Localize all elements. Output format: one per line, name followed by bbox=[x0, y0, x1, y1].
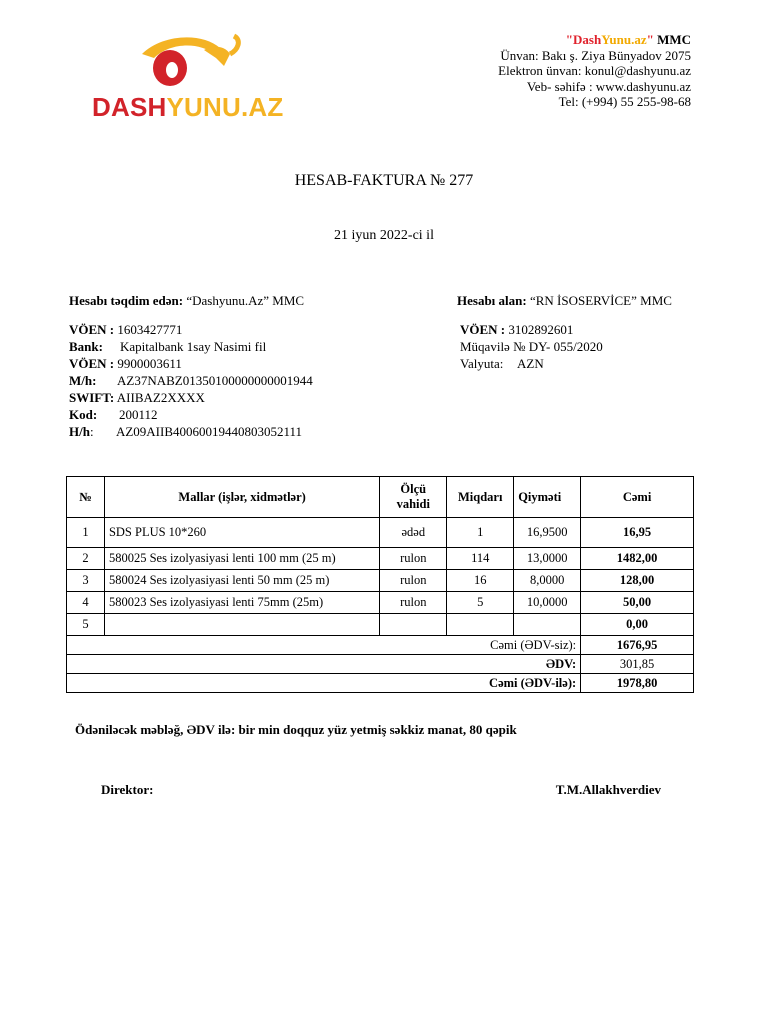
vat-label: ƏDV: bbox=[67, 655, 581, 674]
seller-mh: M/h: AZ37NABZ01350100000000001944 bbox=[69, 373, 313, 388]
table-row bbox=[67, 518, 694, 548]
company-email: Elektron ünvan: konul@dashyunu.az bbox=[498, 63, 691, 78]
cell-total: 50,00 bbox=[581, 592, 694, 614]
table-row bbox=[67, 614, 694, 636]
table-row bbox=[67, 592, 694, 614]
logo-text-dash: DASH bbox=[92, 92, 167, 122]
invoice-date: 21 iyun 2022-ci il bbox=[334, 228, 434, 243]
seller-bank: Bank: Kapitalbank 1say Nasimi fil bbox=[69, 339, 267, 354]
company-logo bbox=[92, 32, 292, 124]
vat-value: 301,85 bbox=[581, 655, 694, 674]
header-price: Qiymәti bbox=[514, 477, 581, 518]
logo-text-yunu: YUNU.AZ bbox=[166, 92, 284, 122]
cell-item: 580025 Ses izolyasiyasi lenti 100 mm (25 m) bbox=[104, 548, 379, 570]
header-item: Mallar (işlər, xidmətlər) bbox=[104, 477, 379, 518]
amount-in-words: Ödəniləcək məbləğ, ƏDV ilə: bir min doqquz yüz yetmiş səkkiz manat, 80 qəpik bbox=[75, 722, 517, 737]
cell-qty bbox=[447, 614, 514, 636]
table-row bbox=[67, 570, 694, 592]
gross-total-label: Cəmi (ƏDV-ilə): bbox=[67, 674, 581, 693]
logo-wordmark bbox=[92, 92, 283, 122]
cell-total: 0,00 bbox=[581, 614, 694, 636]
buyer-voen: VÖEN : 3102892601 bbox=[460, 322, 574, 337]
cell-no: 2 bbox=[67, 548, 105, 570]
cell-no: 4 bbox=[67, 592, 105, 614]
invoice-items-table bbox=[66, 476, 694, 693]
cell-total: 16,95 bbox=[581, 518, 694, 548]
cell-price: 16,9500 bbox=[514, 518, 581, 548]
net-total-value: 1676,95 bbox=[581, 636, 694, 655]
logo-mark-icon bbox=[92, 32, 292, 94]
seller-heading: Hesabı təqdim edən: “Dashyunu.Az” MMC bbox=[69, 293, 305, 308]
company-phone: Tel: (+994) 55 255-98-68 bbox=[558, 94, 691, 109]
cell-qty: 16 bbox=[447, 570, 514, 592]
cell-qty: 5 bbox=[447, 592, 514, 614]
gross-total-value: 1978,80 bbox=[581, 674, 694, 693]
director-label: Direktor: bbox=[101, 782, 154, 797]
header-unit: Ölçü vahidi bbox=[380, 477, 447, 518]
buyer-details bbox=[457, 292, 672, 372]
invoice-title: HESAB-FAKTURA № 277 bbox=[294, 172, 474, 189]
cell-no: 1 bbox=[67, 518, 105, 548]
cell-unit: ədəd bbox=[380, 518, 447, 548]
company-name: "DashYunu.az" MMC bbox=[565, 32, 691, 47]
company-website: Veb- səhifə : www.dashyunu.az bbox=[526, 78, 691, 94]
cell-qty: 114 bbox=[447, 548, 514, 570]
cell-total: 128,00 bbox=[581, 570, 694, 592]
cell-item: 580023 Ses izolyasiyasi lenti 75mm (25m) bbox=[104, 592, 379, 614]
totals-row-vat bbox=[67, 655, 694, 674]
cell-qty: 1 bbox=[447, 518, 514, 548]
cell-price: 13,0000 bbox=[514, 548, 581, 570]
buyer-currency: Valyuta: AZN bbox=[460, 356, 544, 371]
cell-price: 8,0000 bbox=[514, 570, 581, 592]
cell-unit: rulon bbox=[380, 592, 447, 614]
seller-voen-bank: VÖEN : 9900003611 bbox=[69, 356, 182, 371]
company-info bbox=[498, 32, 691, 110]
table-row bbox=[67, 548, 694, 570]
cell-unit: rulon bbox=[380, 570, 447, 592]
cell-total: 1482,00 bbox=[581, 548, 694, 570]
seller-swift: SWIFT: AIIBAZ2XXXX bbox=[69, 390, 205, 405]
company-address: Ünvan: Bakı ş. Ziya Bünyadov 2075 bbox=[500, 47, 691, 63]
cell-no: 3 bbox=[67, 570, 105, 592]
header-no: № bbox=[67, 477, 105, 518]
cell-item bbox=[104, 614, 379, 636]
header-qty: Miqdarı bbox=[447, 477, 514, 518]
seller-hh: H/h: AZ09AIIB40060019440803052111 bbox=[69, 424, 303, 439]
seller-kod: Kod: 200112 bbox=[69, 407, 158, 422]
cell-item: SDS PLUS 10*260 bbox=[104, 518, 379, 548]
net-total-label: Cəmi (ƏDV-siz): bbox=[67, 636, 581, 655]
totals-row-gross bbox=[67, 674, 694, 693]
signer-name: T.M.Allakhverdiev bbox=[555, 782, 661, 797]
buyer-contract: Müqavilə № DY- 055/2020 bbox=[460, 339, 603, 354]
table-header-row bbox=[67, 477, 694, 518]
cell-price bbox=[514, 614, 581, 636]
header-total: Cəmi bbox=[581, 477, 694, 518]
seller-voen: VÖEN : 1603427771 bbox=[69, 322, 183, 337]
cell-price: 10,0000 bbox=[514, 592, 581, 614]
cell-unit bbox=[380, 614, 447, 636]
cell-no: 5 bbox=[67, 614, 105, 636]
totals-row-net bbox=[67, 636, 694, 655]
seller-details bbox=[69, 292, 313, 440]
buyer-heading: Hesabı alan: “RN İSOSERVİCE” MMC bbox=[457, 293, 672, 308]
cell-item: 580024 Ses izolyasiyasi lenti 50 mm (25 m) bbox=[104, 570, 379, 592]
cell-unit: rulon bbox=[380, 548, 447, 570]
